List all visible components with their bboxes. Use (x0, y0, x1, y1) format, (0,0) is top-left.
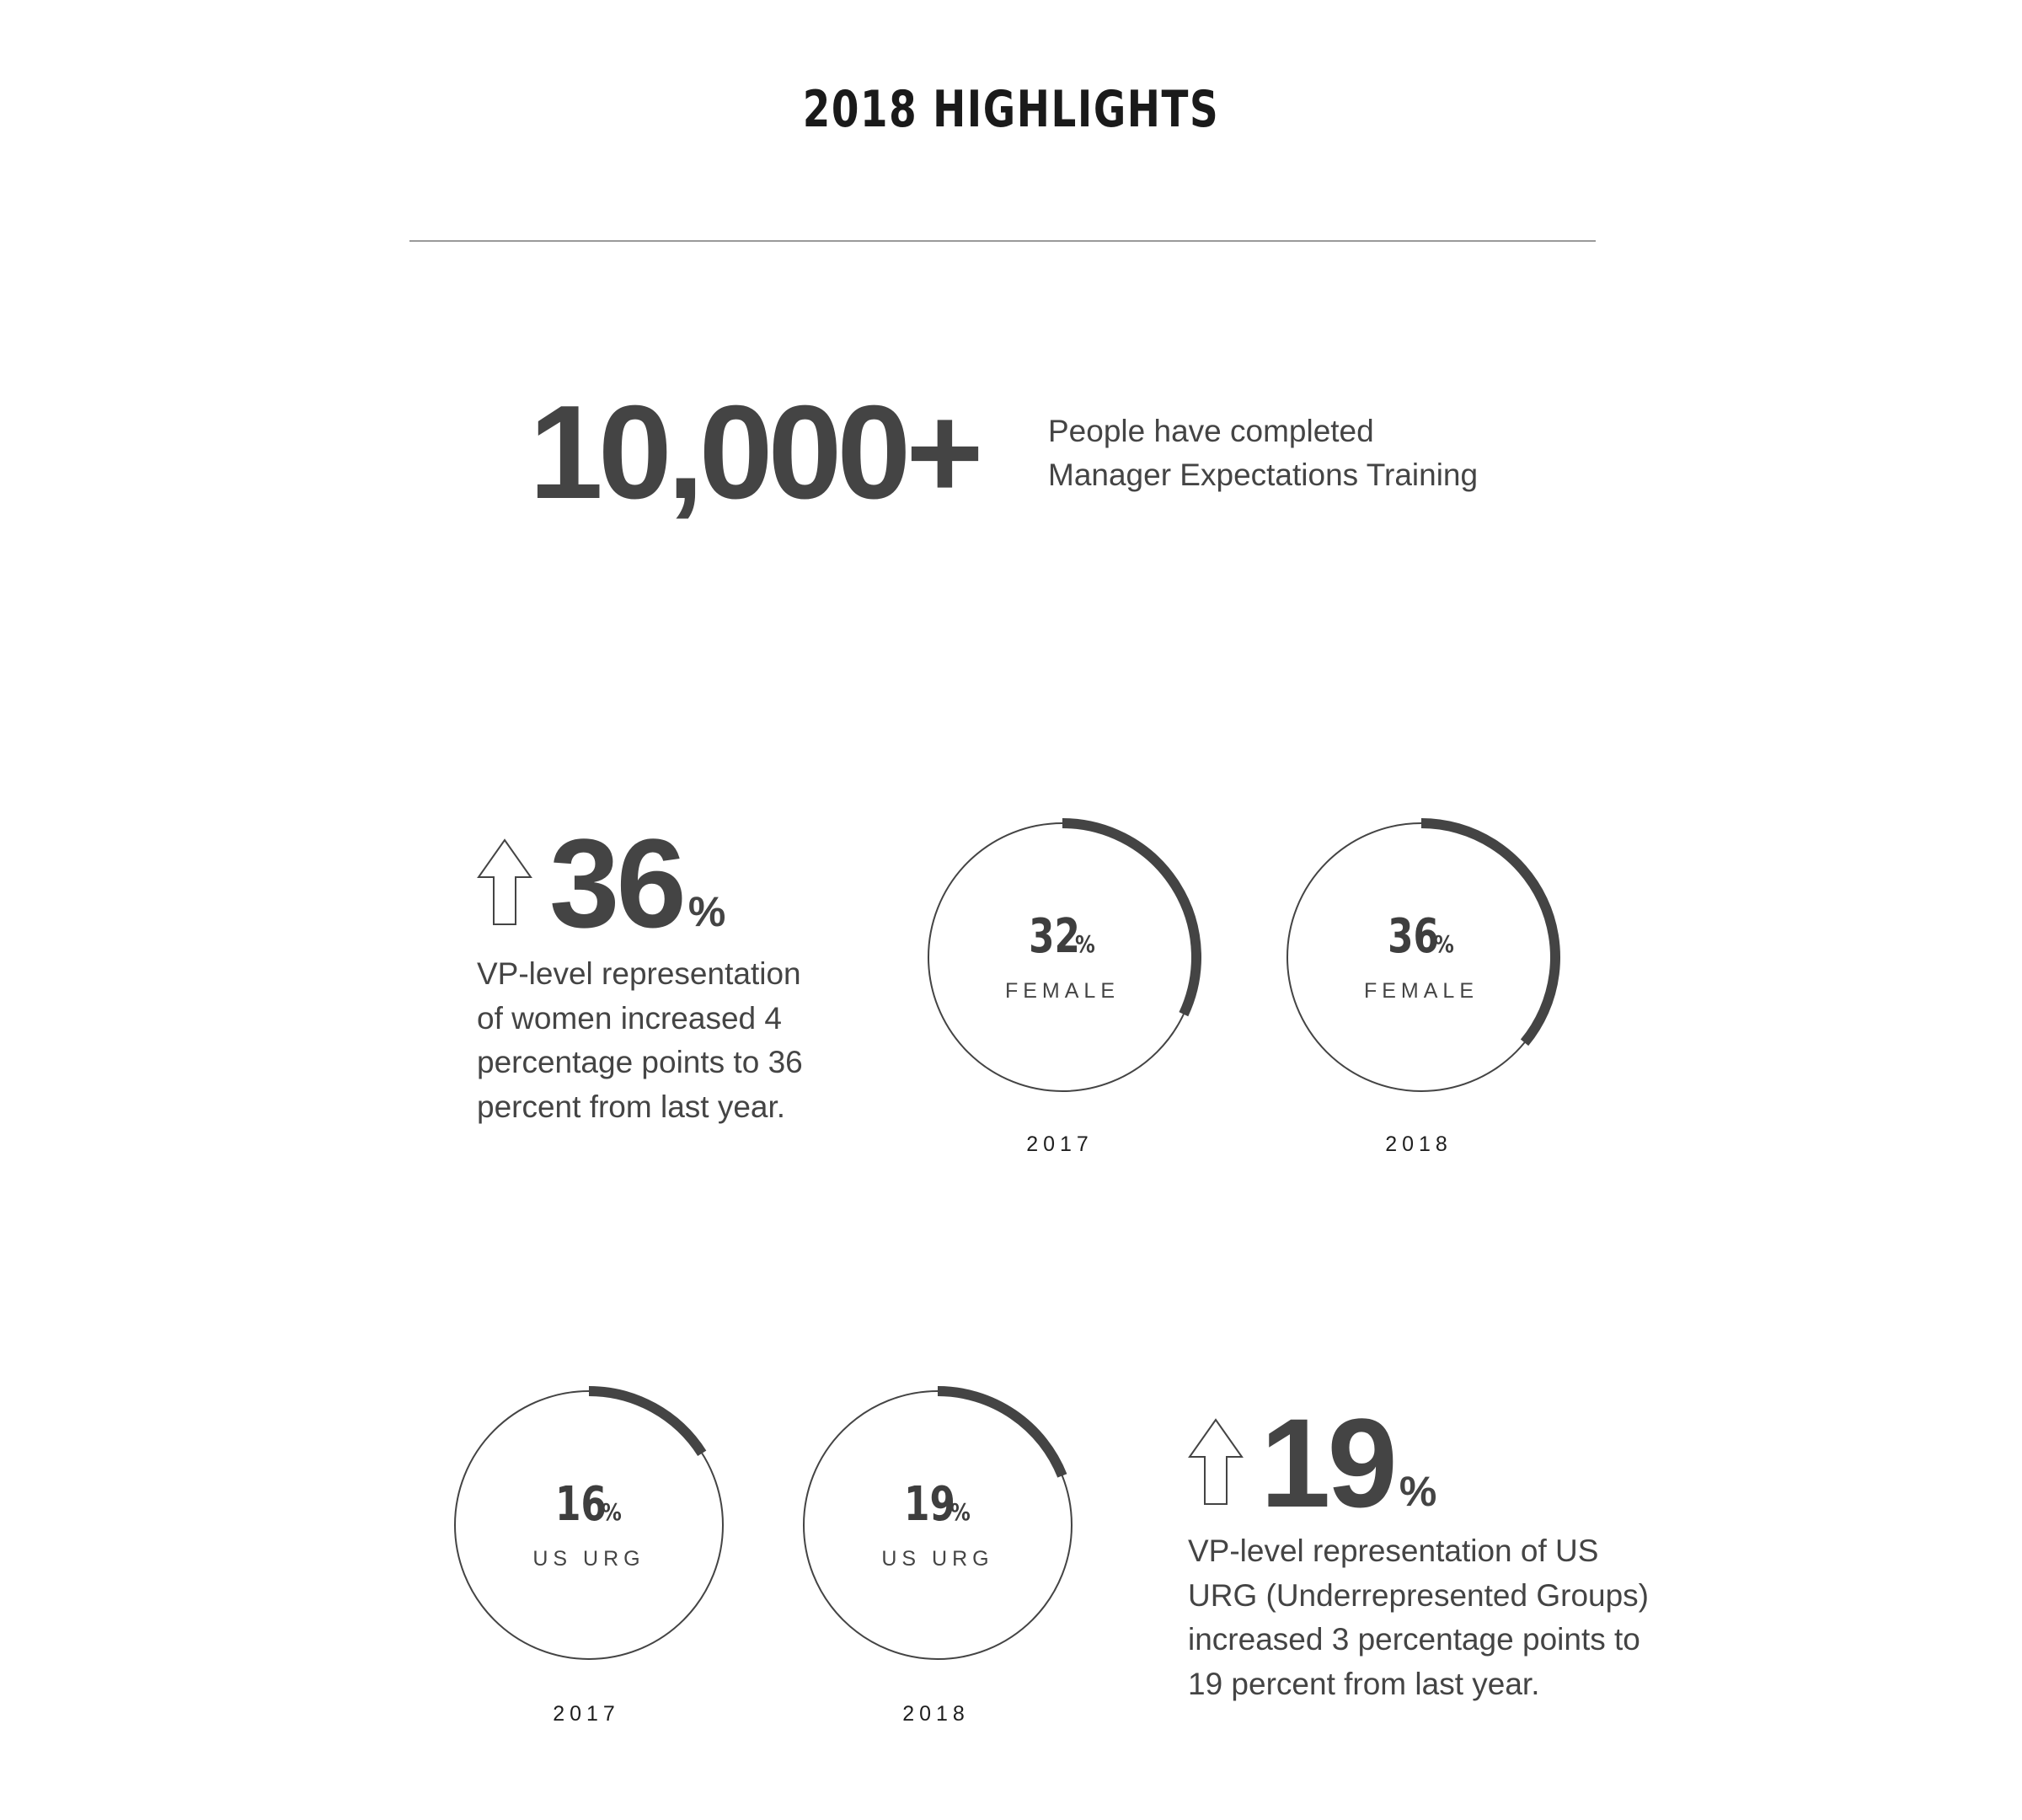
women-description (477, 952, 803, 1129)
urg-description-line: increased 3 percentage points to (1188, 1622, 1640, 1657)
gauge-female-2018 (1278, 814, 1565, 1100)
gauge-category-label: FEMALE (1004, 979, 1121, 1003)
title-divider (409, 240, 1596, 242)
gauge-unit: % (1433, 930, 1454, 958)
women-stat (477, 812, 726, 954)
gauge-year-label: 2017 (1026, 1132, 1094, 1156)
women-description-line: VP-level representation (477, 956, 801, 991)
gauge-unit: % (949, 1498, 971, 1526)
gauge-center-value (794, 1477, 1081, 1532)
gauge-unit: % (601, 1498, 622, 1526)
women-description-line: of women increased 4 (477, 1000, 782, 1036)
women-change-value: 36 (549, 812, 683, 954)
women-change-unit: % (687, 888, 726, 935)
training-caption-line: People have completed (1048, 414, 1374, 448)
gauge-center-value (446, 1477, 732, 1532)
urg-description-line: VP-level representation of US (1188, 1534, 1599, 1568)
urg-stat (1188, 1392, 1437, 1534)
up-arrow-icon (1188, 1418, 1244, 1506)
gauge-value: 19 (904, 1477, 955, 1532)
gauge-unit: % (1074, 930, 1095, 958)
gauge-category-label: US URG (532, 1547, 645, 1571)
gauge-category-label: US URG (881, 1547, 994, 1571)
training-caption (1048, 410, 1478, 497)
gauge-urg-2018 (794, 1382, 1081, 1668)
gauge-urg-2017 (446, 1382, 732, 1668)
urg-description-line: URG (Underrepresented Groups) (1188, 1577, 1649, 1613)
gauge-value: 32 (1029, 909, 1080, 964)
training-caption-line: Manager Expectations Training (1048, 458, 1479, 492)
training-count: 10,000+ (529, 378, 979, 527)
up-arrow-icon (477, 838, 532, 926)
gauge-value: 36 (1388, 909, 1439, 964)
gauge-year-label: 2018 (902, 1702, 970, 1726)
urg-description (1188, 1529, 1649, 1706)
urg-description-line: 19 percent from last year. (1188, 1666, 1540, 1701)
urg-change-value: 19 (1260, 1392, 1394, 1534)
page-title: 2018 HIGHLIGHTS (802, 80, 1220, 139)
gauge-value-arc (589, 1391, 702, 1453)
gauge-center-value (1278, 909, 1565, 964)
gauge-value: 16 (555, 1477, 607, 1532)
gauge-year-label: 2018 (1385, 1132, 1452, 1156)
gauge-female-2017 (919, 814, 1206, 1100)
women-description-line: percentage points to 36 (477, 1045, 803, 1079)
gauge-value-arc (938, 1391, 1062, 1475)
gauge-year-label: 2017 (553, 1702, 620, 1726)
gauge-category-label: FEMALE (1363, 979, 1479, 1003)
women-description-line: percent from last year. (477, 1089, 786, 1124)
urg-change-unit: % (1399, 1468, 1437, 1515)
gauge-center-value (919, 909, 1206, 964)
